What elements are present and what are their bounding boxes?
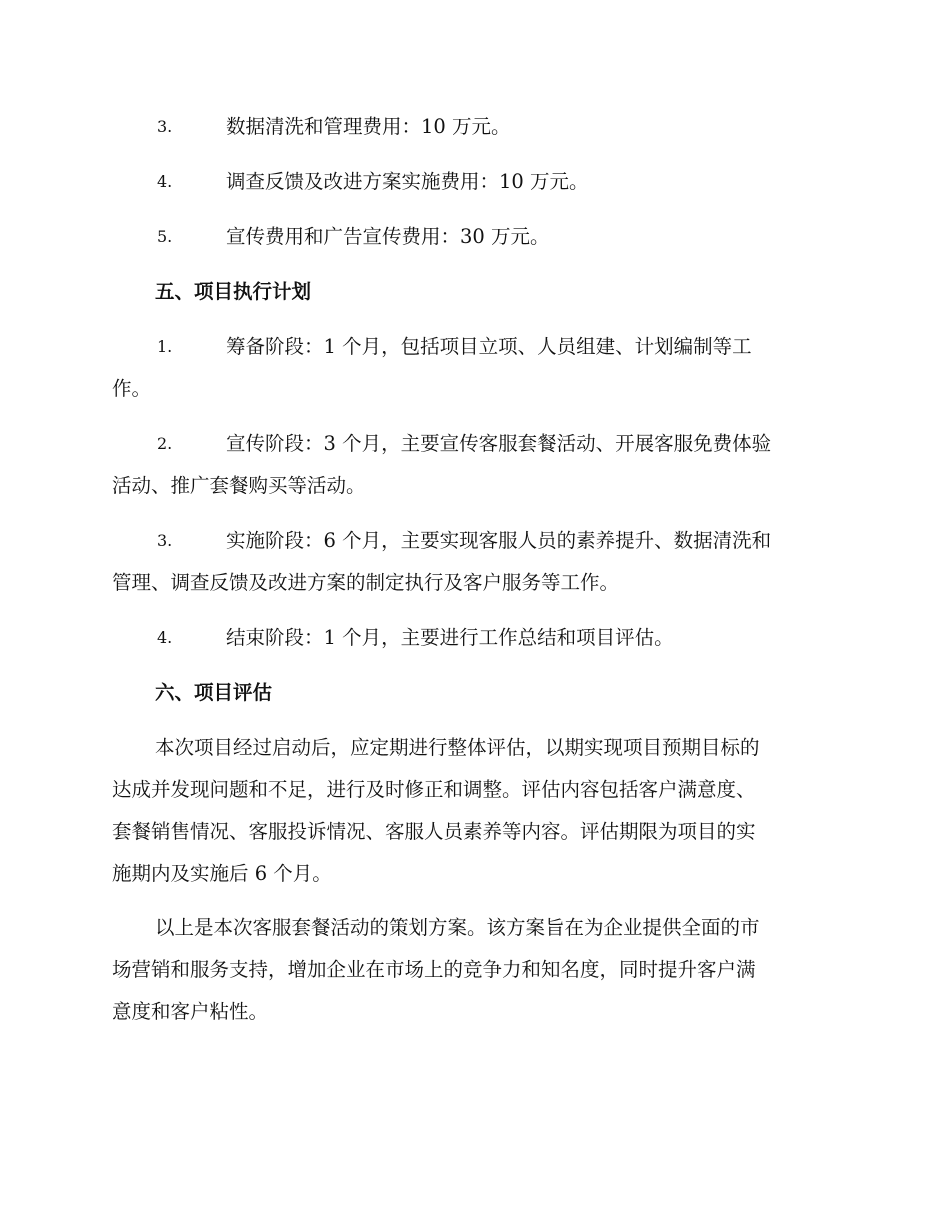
section-heading: 六、项目评估 xyxy=(155,681,273,704)
paragraph-line: 以上是本次客服套餐活动的策划方案。该方案旨在为企业提供全面的市 xyxy=(155,916,760,939)
list-number: 4. xyxy=(157,628,173,647)
list-number: 2. xyxy=(157,434,173,453)
list-number: 3. xyxy=(157,531,173,550)
list-item-continuation: 管理、调查反馈及改进方案的制定执行及客户服务等工作。 xyxy=(112,571,620,594)
list-number: 5. xyxy=(157,227,173,246)
list-number: 4. xyxy=(157,172,173,191)
paragraph-line: 套餐销售情况、客服投诉情况、客服人员素养等内容。评估期限为项目的实 xyxy=(112,820,756,843)
paragraph-line: 达成并发现问题和不足，进行及时修正和调整。评估内容包括客户满意度、 xyxy=(112,778,756,801)
paragraph-line: 施期内及实施后 6 个月。 xyxy=(112,862,332,885)
list-item-text: 筹备阶段：1 个月，包括项目立项、人员组建、计划编制等工 xyxy=(226,335,752,358)
list-number: 1. xyxy=(157,337,173,356)
paragraph-line: 意度和客户粘性。 xyxy=(112,1000,269,1023)
list-item-text: 调查反馈及改进方案实施费用：10 万元。 xyxy=(226,170,589,193)
paragraph-line: 本次项目经过启动后，应定期进行整体评估，以期实现项目预期目标的 xyxy=(155,736,760,759)
list-item-text: 数据清洗和管理费用：10 万元。 xyxy=(226,115,511,138)
list-item-text: 宣传阶段：3 个月，主要宣传客服套餐活动、开展客服免费体验 xyxy=(226,432,772,455)
list-item-text: 结束阶段：1 个月，主要进行工作总结和项目评估。 xyxy=(226,626,674,649)
list-item-text: 实施阶段：6 个月，主要实现客服人员的素养提升、数据清洗和 xyxy=(226,529,772,552)
section-heading: 五、项目执行计划 xyxy=(155,280,312,303)
list-number: 3. xyxy=(157,117,173,136)
list-item-continuation: 活动、推广套餐购买等活动。 xyxy=(112,474,366,497)
list-item-continuation: 作。 xyxy=(112,377,152,400)
paragraph-line: 场营销和服务支持，增加企业在市场上的竞争力和知名度，同时提升客户满 xyxy=(112,958,756,981)
list-item-text: 宣传费用和广告宣传费用：30 万元。 xyxy=(226,225,550,248)
